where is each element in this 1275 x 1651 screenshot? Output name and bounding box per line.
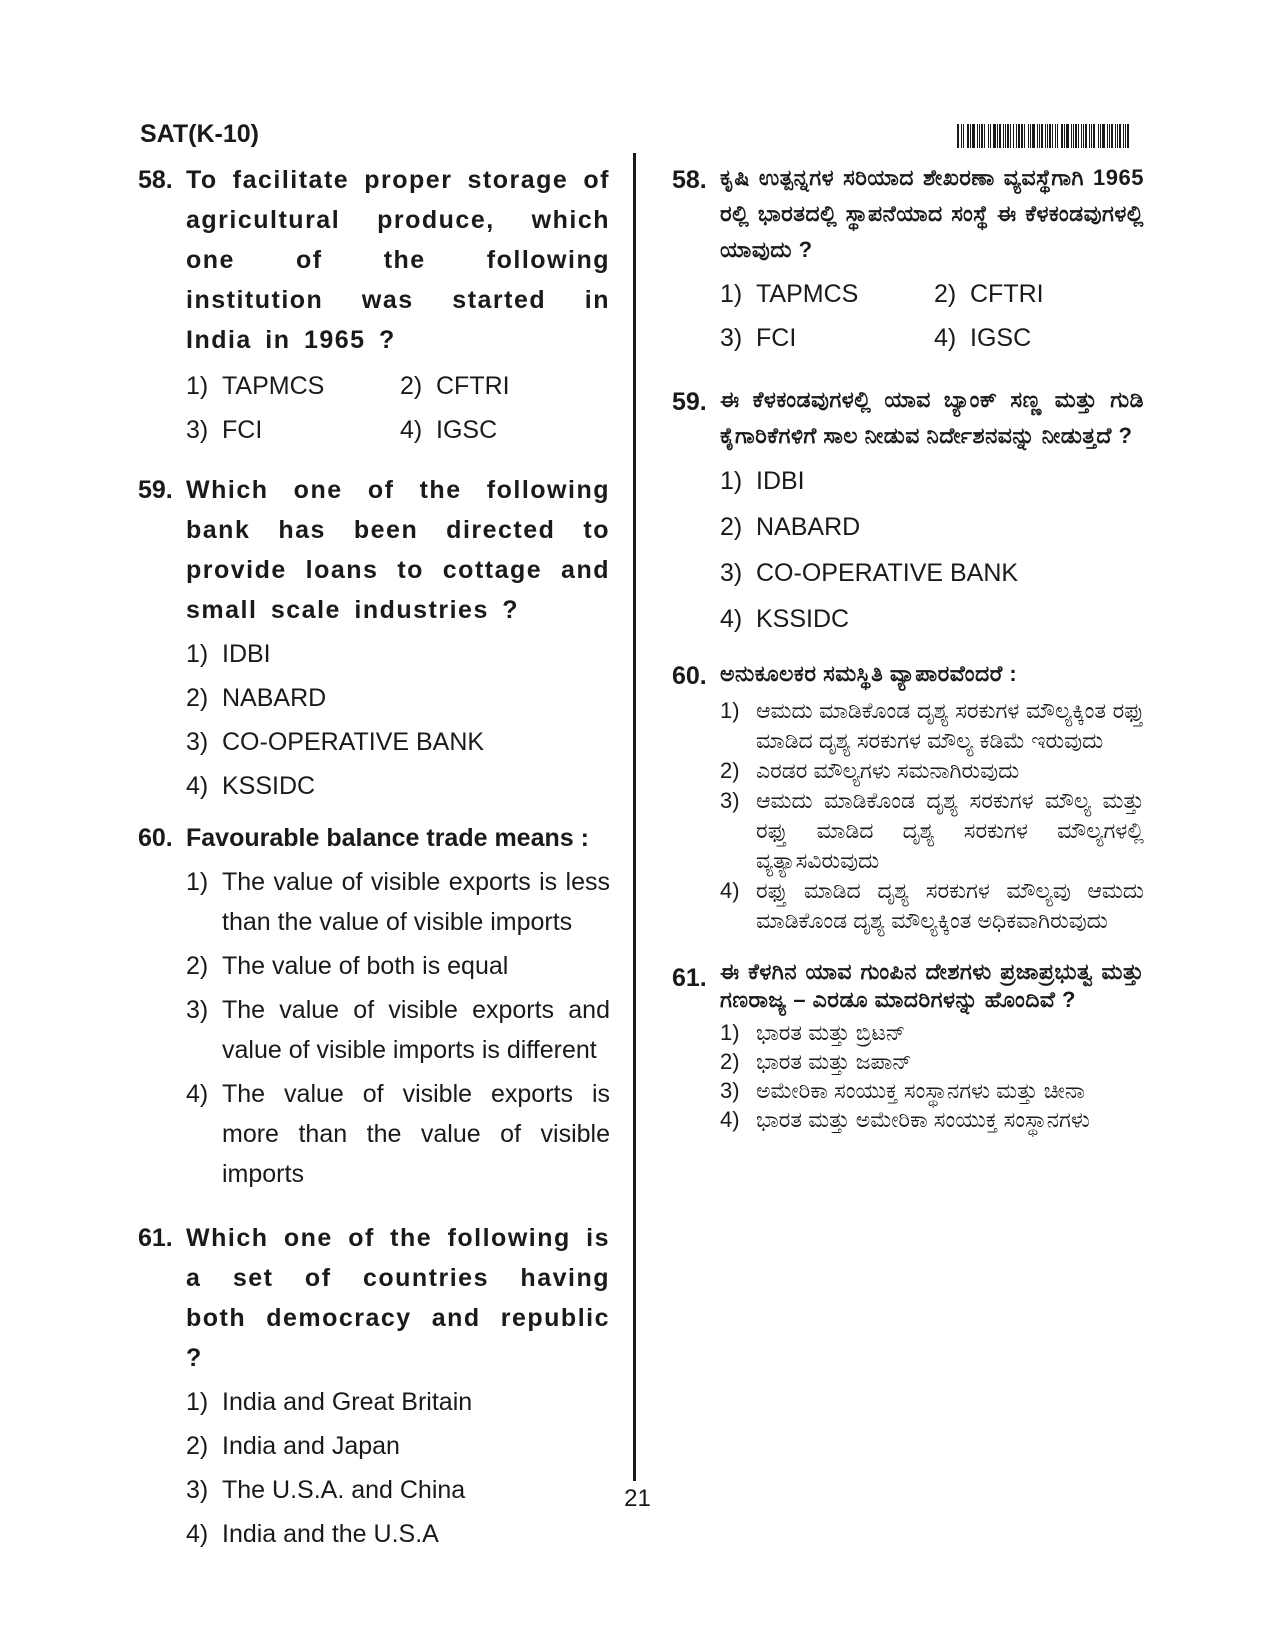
question-text: Which one of the following is a set of countries having both democracy and republic ? xyxy=(186,1224,610,1372)
options xyxy=(186,862,610,1194)
option-1: 1) India and Great Britain xyxy=(186,1388,473,1416)
barcode-bar xyxy=(1117,124,1118,148)
barcode-bar xyxy=(1078,124,1079,148)
option-1: 1) IDBI xyxy=(186,640,271,668)
option-3: 3) ಅಮೇರಿಕಾ ಸಂಯುಕ್ತ ಸಂಸ್ಥಾನಗಳು ಮತ್ತು ಚೀನಾ xyxy=(720,1078,1085,1103)
option-1: 1) The value of visible exports is less than the value of visible imports xyxy=(186,868,610,936)
option-2: 2) NABARD xyxy=(720,513,861,541)
barcode-bar xyxy=(1091,124,1092,148)
barcode-bar xyxy=(997,124,998,148)
option-1: 1) ಆಮದು ಮಾಡಿಕೊಂಡ ದೃಶ್ಯ ಸರಕುಗಳ ಮೌಲ್ಯಕ್ಕಿಂತ ರಫ್ತು ಮಾಡಿದ ದೃಶ್ಯ ಸರಕುಗಳ ಮೌಲ್ಯ ಕಡಿಮೆ ಇರುವುದು xyxy=(720,698,1144,753)
barcode-bar xyxy=(972,124,975,148)
option-1: 1) TAPMCS xyxy=(720,280,859,308)
barcode-bar xyxy=(1125,124,1126,148)
barcode-bar xyxy=(981,124,983,148)
barcode-bar xyxy=(1061,124,1063,148)
question-58-kn xyxy=(672,160,1144,360)
options xyxy=(720,696,1144,936)
barcode-bar xyxy=(999,124,1001,148)
option-4: 4) IGSC xyxy=(934,324,1032,352)
question-61-kn xyxy=(672,958,1144,1134)
english-column xyxy=(138,160,610,1554)
barcode-bar xyxy=(970,124,971,148)
barcode-bar xyxy=(1057,124,1058,148)
barcode-bar xyxy=(1041,124,1043,148)
option-3: 3) The U.S.A. and China xyxy=(186,1476,466,1504)
options xyxy=(186,634,610,806)
barcode-bar xyxy=(1047,124,1048,148)
barcode-bar xyxy=(1073,124,1074,148)
question-number: 61. xyxy=(138,1224,173,1252)
options xyxy=(720,1018,1144,1134)
barcode-bar xyxy=(1083,124,1084,148)
option-2: 2) ಭಾರತ ಮತ್ತು ಜಪಾನ್ xyxy=(720,1049,912,1074)
question-number: 61. xyxy=(672,964,707,992)
option-2: 2) CFTRI xyxy=(934,280,1044,308)
option-3: 3) CO-OPERATIVE BANK xyxy=(720,559,1019,587)
question-text: ಕೃಷಿ ಉತ್ಪನ್ನಗಳ ಸರಿಯಾದ ಶೇಖರಣಾ ವ್ಯವಸ್ಥೆಗಾಗಿ 1965 ರಲ್ಲಿ ಭಾರತದಲ್ಲಿ ಸ್ಥಾಪನೆಯಾದ ಸಂಸ್ಥೆ ಈ ಕೆಳಕಂಡವುಗಳಲ್ಲಿ ಯಾವುದು ? xyxy=(720,165,1144,262)
barcode-bar xyxy=(1127,124,1129,148)
question-number: 59. xyxy=(138,476,173,504)
barcode-bar xyxy=(1010,124,1011,148)
option-4: 4) KSSIDC xyxy=(720,605,850,633)
barcode-bar xyxy=(1111,124,1113,148)
option-3: 3) FCI xyxy=(720,324,797,352)
barcode-bar xyxy=(1123,124,1124,148)
question-text: ಅನುಕೂಲಕರ ಸಮಸ್ಥಿತಿ ವ್ಯಾಪಾರವೆಂದರೆ : xyxy=(720,661,1018,686)
question-text: Favourable balance trade means : xyxy=(186,824,589,852)
barcode-bar xyxy=(1066,124,1069,148)
option-2: 2) NABARD xyxy=(186,684,327,712)
page-number: 21 xyxy=(624,1485,651,1512)
option-4: 4) The value of visible exports is more than the value of visible imports xyxy=(186,1080,610,1188)
question-text: ಈ ಕೆಳಕಂಡವುಗಳಲ್ಲಿ ಯಾವ ಬ್ಯಾಂಕ್ ಸಣ್ಣ ಮತ್ತು ಗುಡಿ ಕೈಗಾರಿಕೆಗಳಿಗೆ ಸಾಲ ನೀಡುವ ನಿರ್ದೇಶನವನ್ನು ನೀಡುತ್ತದೆ ? xyxy=(720,387,1144,448)
option-3: 3) ಆಮದು ಮಾಡಿಕೊಂಡ ದೃಶ್ಯ ಸರಕುಗಳ ಮೌಲ್ಯ ಮತ್ತು ರಫ್ತು ಮಾಡಿದ ದೃಶ್ಯ ಸರಕುಗಳ ಮೌಲ್ಯಗಳಲ್ಲಿ ವ್ಯತ್ಯಾಸವಿರುವುದು xyxy=(720,788,1144,873)
question-number: 60. xyxy=(672,662,707,690)
question-59-kn xyxy=(672,382,1144,642)
question-number: 59. xyxy=(672,388,707,416)
barcode-bar xyxy=(977,124,978,148)
question-60-kn xyxy=(672,656,1144,936)
barcode-bar xyxy=(1119,124,1121,148)
barcode-bar xyxy=(1045,124,1046,148)
option-2: 2) The value of both is equal xyxy=(186,952,509,980)
option-3: 3) FCI xyxy=(186,416,263,444)
barcode-bar xyxy=(1018,124,1020,148)
question-text: To facilitate proper storage of agricultural produce, which one of the following institution was started in India in 1965 ? xyxy=(186,166,610,354)
option-4: 4) India and the U.S.A xyxy=(186,1520,439,1548)
barcode-bar xyxy=(1093,124,1095,148)
barcode-bar xyxy=(1089,124,1090,148)
question-58-en xyxy=(138,160,610,452)
barcode-bar xyxy=(1037,124,1038,148)
barcode-bar xyxy=(1098,124,1099,148)
barcode-bar xyxy=(1100,124,1101,148)
options xyxy=(186,1382,610,1554)
barcode-bar xyxy=(1071,124,1072,148)
options xyxy=(720,458,1144,642)
barcode-bar xyxy=(1007,124,1009,148)
barcode-bar xyxy=(993,124,996,148)
option-4: 4) KSSIDC xyxy=(186,772,316,800)
barcode-bar xyxy=(1013,124,1014,148)
options xyxy=(720,272,1144,360)
barcode-bar xyxy=(1064,124,1065,148)
barcode-bar xyxy=(1085,124,1087,148)
barcode-bar xyxy=(1107,124,1108,148)
question-number: 60. xyxy=(138,824,173,852)
question-60-en xyxy=(138,818,610,1194)
option-1: 1) IDBI xyxy=(720,467,805,495)
barcode-bar xyxy=(979,124,980,148)
barcode-bar xyxy=(1028,124,1029,148)
barcode-bar xyxy=(1075,124,1077,148)
options xyxy=(186,364,610,452)
barcode-bar xyxy=(1055,124,1056,148)
barcode-bar xyxy=(963,124,964,148)
barcode-bar xyxy=(990,124,991,148)
option-4: 4) IGSC xyxy=(400,416,498,444)
barcode-bar xyxy=(1016,124,1017,148)
barcode xyxy=(957,124,1131,148)
option-1: 1) ಭಾರತ ಮತ್ತು ಬ್ರಿಟನ್ xyxy=(720,1020,906,1045)
option-2: 2) India and Japan xyxy=(186,1432,400,1460)
question-59-en xyxy=(138,470,610,806)
column-divider xyxy=(633,153,636,1481)
barcode-bar xyxy=(1030,124,1031,148)
barcode-bar xyxy=(1109,124,1110,148)
barcode-bar xyxy=(961,124,962,148)
barcode-bar xyxy=(1039,124,1040,148)
barcode-bar xyxy=(1003,124,1004,148)
question-number: 58. xyxy=(672,166,707,194)
barcode-bar xyxy=(1049,124,1051,148)
barcode-bar xyxy=(1005,124,1006,148)
barcode-bar xyxy=(1052,124,1053,148)
option-2: 2) ಎರಡರ ಮೌಲ್ಯಗಳು ಸಮನಾಗಿರುವುದು xyxy=(720,758,1020,783)
option-4: 4) ರಫ್ತು ಮಾಡಿದ ದೃಶ್ಯ ಸರಕುಗಳ ಮೌಲ್ಯವು ಆಮದು ಮಾಡಿಕೊಂಡ ದೃಶ್ಯ ಮೌಲ್ಯಕ್ಕಿಂತ ಅಧಿಕವಾಗಿರುವುದು xyxy=(720,878,1144,933)
barcode-bar xyxy=(1032,124,1035,148)
barcode-bar xyxy=(1102,124,1105,148)
option-1: 1) TAPMCS xyxy=(186,372,325,400)
barcode-bar xyxy=(1021,124,1023,148)
barcode-bar xyxy=(957,124,959,148)
question-text: Which one of the following bank has been directed to provide loans to cottage and small scale industries ? xyxy=(186,476,610,624)
question-number: 58. xyxy=(138,166,173,194)
barcode-bar xyxy=(988,124,989,148)
page-header-title: SAT(K-10) xyxy=(140,120,259,148)
barcode-bar xyxy=(984,124,985,148)
option-2: 2) CFTRI xyxy=(400,372,510,400)
option-3: 3) CO-OPERATIVE BANK xyxy=(186,728,485,756)
barcode-bar xyxy=(967,124,969,148)
option-4: 4) ಭಾರತ ಮತ್ತು ಅಮೇರಿಕಾ ಸಂಯುಕ್ತ ಸಂಸ್ಥಾನಗಳು xyxy=(720,1107,1090,1132)
kannada-column xyxy=(672,160,1144,1134)
option-3: 3) The value of visible exports and value of visible imports is different xyxy=(186,996,610,1064)
question-text: ಈ ಕೆಳಗಿನ ಯಾವ ಗುಂಪಿನ ದೇಶಗಳು ಪ್ರಜಾಪ್ರಭುತ್ವ ಮತ್ತು ಗಣರಾಜ್ಯ – ಎರಡೂ ಮಾದರಿಗಳನ್ನು ಹೊಂದಿವೆ ? xyxy=(720,959,1144,1012)
barcode-bar xyxy=(1024,124,1025,148)
barcode-bar xyxy=(1115,124,1116,148)
barcode-bar xyxy=(1081,124,1082,148)
